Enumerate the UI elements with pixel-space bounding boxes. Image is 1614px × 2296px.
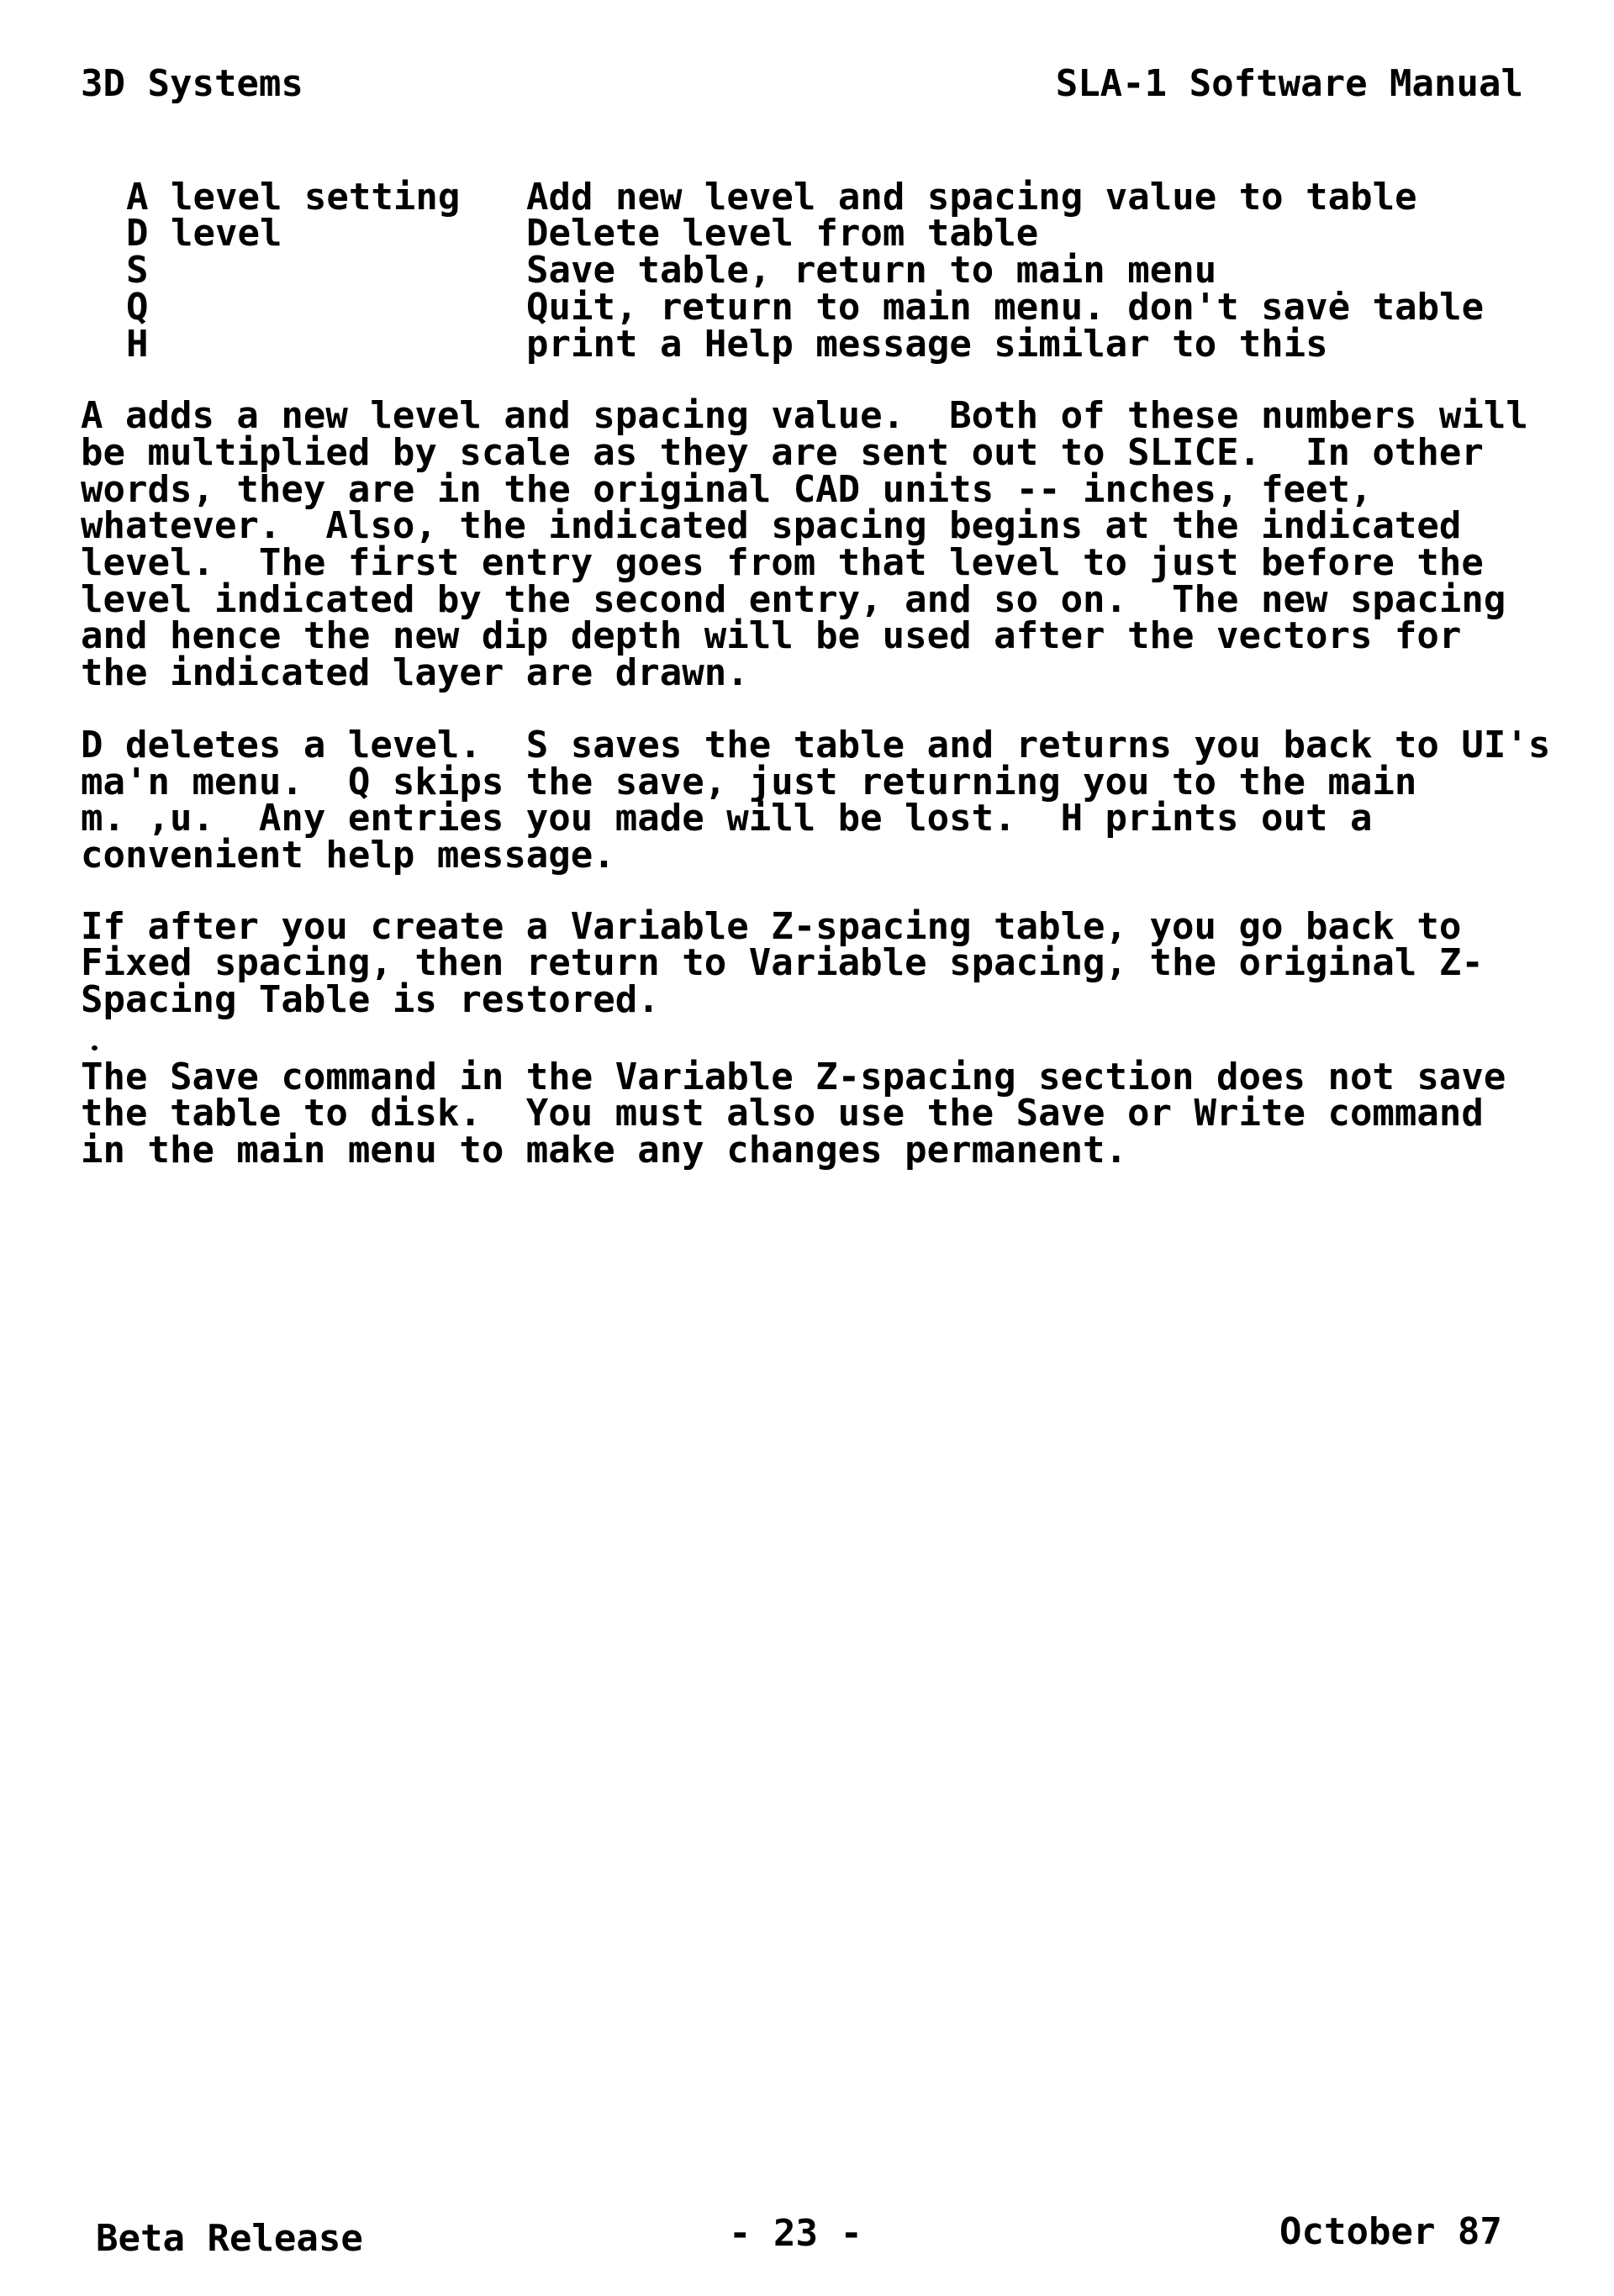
body-paragraph: The Save command in the Variable Z-spacing section does not save the table to disk. You must also use the Save or Write command in the main menu to make any changes permanent. (81, 1055, 1506, 1172)
body-paragraph: D deletes a level. S saves the table and returns you back to UI's ma'n menu. Q skips the save, just returning you to the main m. ,u. Any entries you made will be lost. H prints out a convenient help message. (81, 723, 1551, 877)
footer-release-label: Beta Release (96, 2217, 363, 2260)
table-row (126, 285, 1523, 329)
footer-date: October 87 (1279, 2210, 1502, 2253)
table-row (126, 175, 1523, 219)
header-title: SLA-1 Software Manual (1055, 62, 1523, 105)
scan-artifact-dot (92, 1045, 98, 1051)
description-cell: Save table, return to main menu (526, 249, 1217, 292)
page-content (81, 62, 1551, 1172)
command-cell: Q (126, 285, 149, 329)
description-cell: Quit, return to main menu. don't savė table (526, 285, 1485, 329)
description-cell: Add new level and spacing value to table (526, 175, 1417, 219)
footer-page-number: - 23 - (729, 2212, 862, 2255)
command-cell: A level setting (126, 175, 461, 219)
table-row (126, 322, 1523, 366)
table-row (126, 249, 1523, 292)
command-cell: H (126, 322, 149, 366)
description-cell: print a Help message similar to this (526, 322, 1328, 366)
table-row (126, 212, 1523, 255)
body-paragraph: A adds a new level and spacing value. Both of these numbers will be multiplied by scale as they are sent out to SLICE. In other words, they are in the original CAD units -- inches, feet, whatever. Also, the indicated spacing begins at the indicated level. The first entry goes from that level to just before the level indicated by the second entry, and so on. The new spacing and hence the new dip depth will be used after the vectors for the indicated layer are drawn. (81, 394, 1528, 695)
command-table (126, 175, 1523, 366)
command-cell: S (126, 249, 149, 292)
page-header (81, 62, 1523, 105)
body-paragraph: If after you create a Variable Z-spacing table, you go back to Fixed spacing, then return to Variable spacing, the original Z- Spacing Table is restored. (81, 904, 1484, 1022)
command-cell: D level (126, 212, 282, 255)
header-company: 3D Systems (81, 62, 303, 105)
description-cell: Delete level from table (526, 212, 1039, 255)
